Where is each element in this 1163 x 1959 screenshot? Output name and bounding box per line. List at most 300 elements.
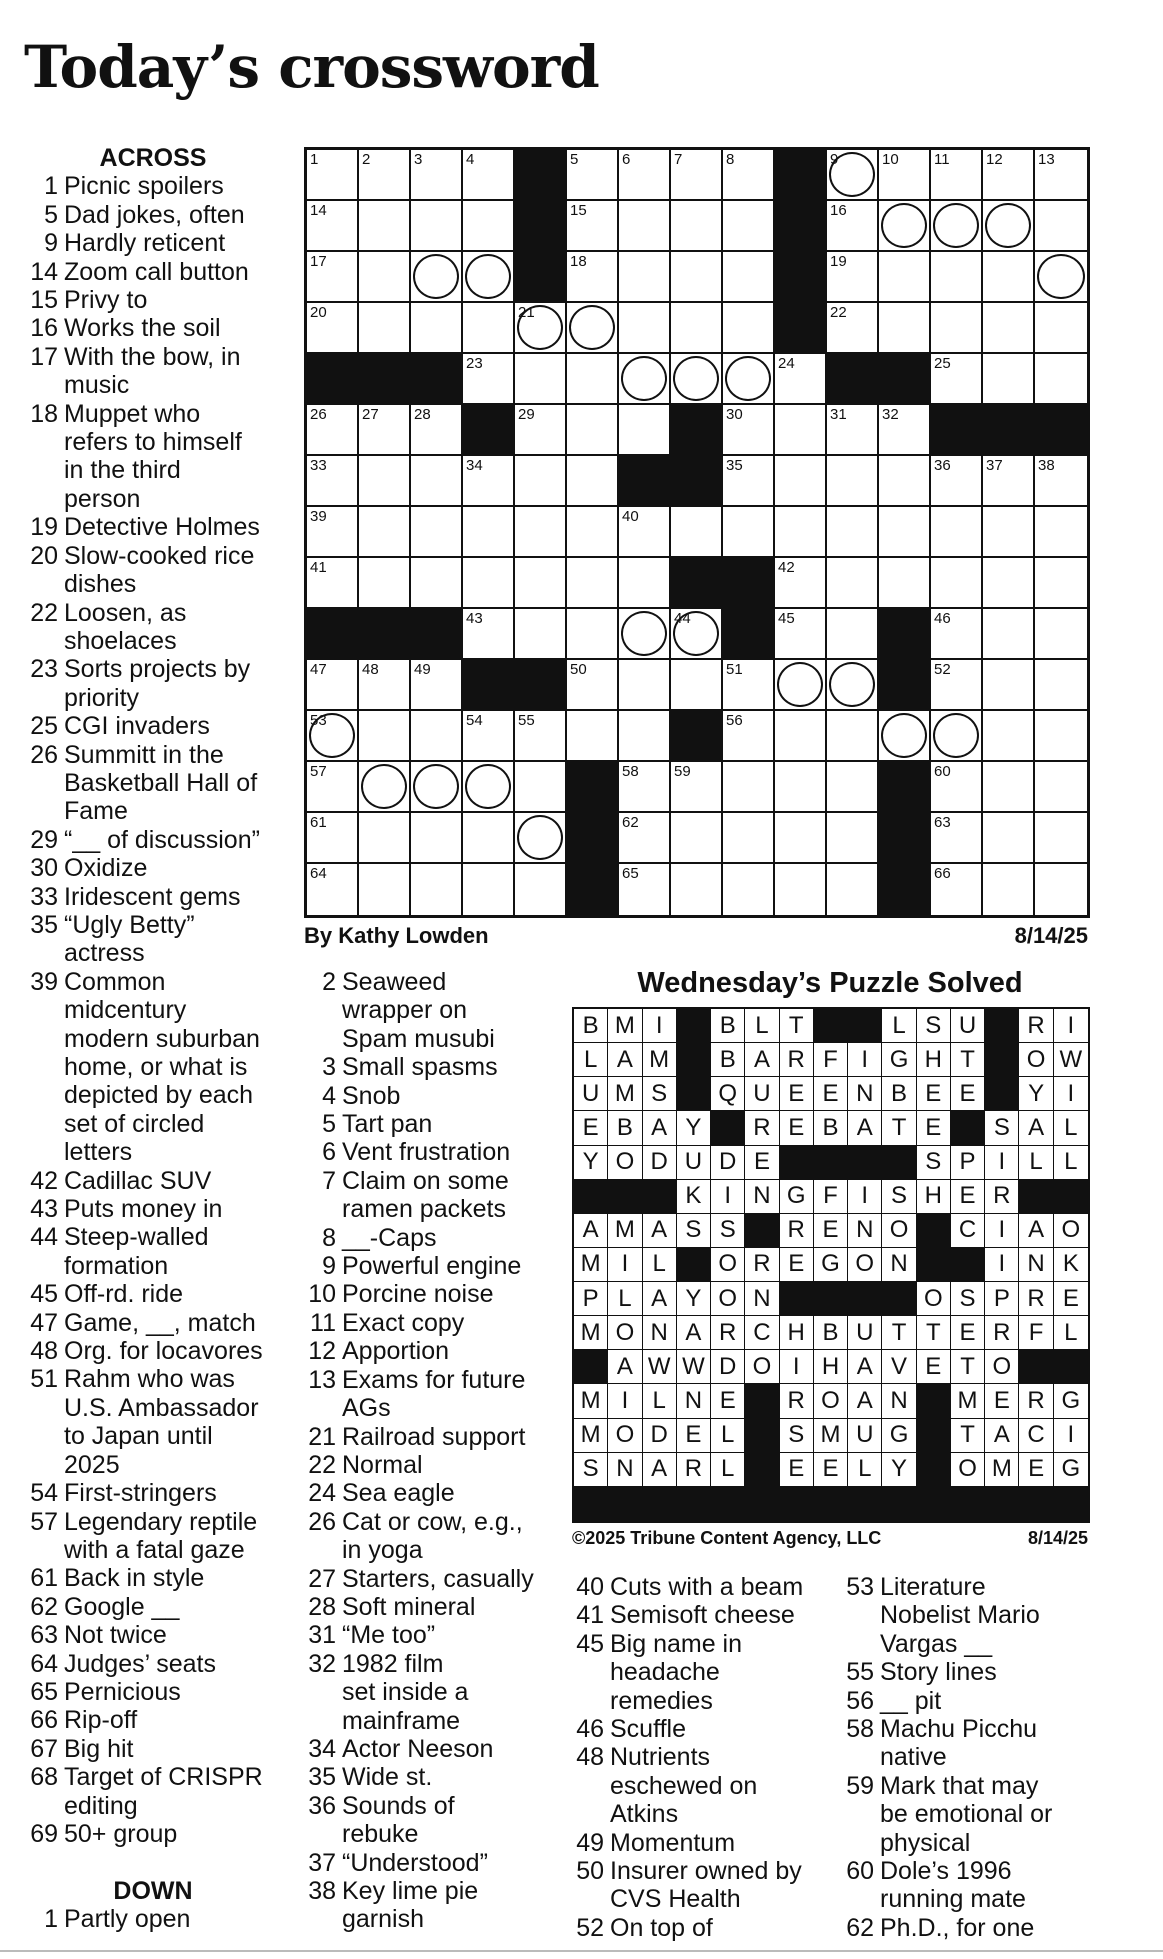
grid-cell[interactable] <box>931 609 983 660</box>
grid-cell[interactable] <box>723 762 775 813</box>
clue-number: 35 <box>30 910 58 939</box>
grid-cell[interactable] <box>827 660 879 711</box>
grid-cell[interactable] <box>567 354 619 405</box>
clue-text: Privy to <box>64 286 148 315</box>
grid-cell[interactable] <box>619 507 671 558</box>
grid-cell[interactable] <box>827 609 879 660</box>
grid-cell[interactable] <box>827 864 879 915</box>
grid-cell[interactable] <box>879 558 931 609</box>
clue-continuation <box>22 1451 284 1479</box>
grid-cell[interactable] <box>1035 354 1087 405</box>
grid-cell[interactable] <box>931 864 983 915</box>
grid-cell[interactable] <box>983 150 1035 201</box>
clue-text: Pernicious <box>64 1677 181 1706</box>
grid-cell[interactable] <box>463 711 515 762</box>
black-square <box>515 252 567 303</box>
grid-cell[interactable] <box>671 762 723 813</box>
grid-cell[interactable] <box>411 762 463 813</box>
clue-item <box>22 1593 284 1621</box>
grid-cell[interactable] <box>411 150 463 201</box>
solution-cell: T <box>951 1419 985 1453</box>
grid-cell[interactable] <box>463 201 515 252</box>
grid-cell[interactable] <box>359 864 411 915</box>
solution-black-square <box>745 1453 779 1487</box>
clue-item <box>22 655 284 683</box>
grid-cell[interactable] <box>411 864 463 915</box>
grid-cell[interactable] <box>463 762 515 813</box>
grid-cell[interactable] <box>931 711 983 762</box>
solution-cell: I <box>780 1350 814 1384</box>
grid-cell[interactable] <box>463 813 515 864</box>
grid-cell[interactable] <box>775 558 827 609</box>
grid-cell[interactable] <box>463 609 515 660</box>
grid-cell[interactable] <box>307 252 359 303</box>
clue-item <box>22 513 284 541</box>
grid-cell[interactable] <box>827 711 879 762</box>
solution-cell: U <box>745 1077 779 1111</box>
solution-cell: E <box>745 1146 779 1180</box>
grid-cell[interactable] <box>1035 456 1087 507</box>
grid-cell[interactable] <box>307 150 359 201</box>
grid-cell[interactable] <box>827 813 879 864</box>
clue-item <box>22 314 284 342</box>
clue-number: 41 <box>576 1601 604 1630</box>
grid-cell[interactable] <box>567 303 619 354</box>
clue-continuation <box>568 1772 830 1800</box>
grid-cell[interactable] <box>671 150 723 201</box>
solution-black-square <box>985 1009 1019 1043</box>
grid-cell[interactable] <box>463 150 515 201</box>
grid-cell[interactable] <box>619 762 671 813</box>
clue-item <box>22 343 284 371</box>
cell-number: 23 <box>466 355 483 372</box>
grid-cell[interactable] <box>723 864 775 915</box>
grid-cell[interactable] <box>515 864 567 915</box>
clue-number <box>300 1820 342 1848</box>
solution-cell: R <box>985 1316 1019 1350</box>
grid-cell[interactable] <box>619 303 671 354</box>
grid-cell[interactable] <box>723 711 775 762</box>
grid-cell[interactable] <box>723 405 775 456</box>
clue-number: 9 <box>44 229 58 258</box>
grid-cell[interactable] <box>359 762 411 813</box>
solution-black-square <box>951 1111 985 1145</box>
grid-cell[interactable] <box>567 252 619 303</box>
grid-cell[interactable] <box>463 354 515 405</box>
clue-text: Exact copy <box>342 1308 465 1337</box>
grid-cell[interactable] <box>983 660 1035 711</box>
grid-cell[interactable] <box>515 303 567 354</box>
grid-cell[interactable] <box>827 762 879 813</box>
solution-cell: T <box>917 1316 951 1350</box>
grid-cell[interactable] <box>359 507 411 558</box>
grid-cell[interactable] <box>723 303 775 354</box>
solution-cell: O <box>1054 1214 1088 1248</box>
clue-continuation <box>22 1138 284 1166</box>
grid-cell[interactable] <box>983 813 1035 864</box>
grid-cell[interactable] <box>307 813 359 864</box>
solution-black-square <box>917 1487 951 1521</box>
grid-cell[interactable] <box>827 252 879 303</box>
grid-cell[interactable] <box>931 558 983 609</box>
grid-cell[interactable] <box>359 150 411 201</box>
grid-cell[interactable] <box>359 558 411 609</box>
grid-cell[interactable] <box>671 507 723 558</box>
grid-cell[interactable] <box>1035 711 1087 762</box>
grid-cell[interactable] <box>1035 201 1087 252</box>
grid-cell[interactable] <box>359 405 411 456</box>
crossword-grid[interactable] <box>304 147 1090 918</box>
clue-text: Cadillac SUV <box>64 1166 212 1195</box>
grid-cell[interactable] <box>671 252 723 303</box>
grid-cell[interactable] <box>775 456 827 507</box>
grid-cell[interactable] <box>515 456 567 507</box>
grid-cell[interactable] <box>359 660 411 711</box>
black-square <box>359 354 411 405</box>
grid-cell[interactable] <box>931 660 983 711</box>
grid-cell[interactable] <box>619 813 671 864</box>
clue-text: Small spasms <box>342 1053 498 1082</box>
grid-cell[interactable] <box>879 201 931 252</box>
grid-cell[interactable] <box>619 252 671 303</box>
grid-cell[interactable] <box>619 558 671 609</box>
grid-cell[interactable] <box>775 762 827 813</box>
clue-number: 13 <box>308 1365 336 1394</box>
solution-cell: W <box>677 1350 711 1384</box>
solution-cell: L <box>643 1384 677 1418</box>
cell-number: 19 <box>830 253 847 270</box>
grid-cell[interactable] <box>879 507 931 558</box>
grid-cell[interactable] <box>567 456 619 507</box>
grid-cell[interactable] <box>1035 507 1087 558</box>
grid-cell[interactable] <box>307 762 359 813</box>
grid-cell[interactable] <box>411 507 463 558</box>
grid-cell[interactable] <box>879 150 931 201</box>
grid-cell[interactable] <box>723 660 775 711</box>
grid-cell[interactable] <box>515 762 567 813</box>
grid-cell[interactable] <box>671 201 723 252</box>
grid-cell[interactable] <box>723 201 775 252</box>
grid-cell[interactable] <box>931 813 983 864</box>
grid-cell[interactable] <box>619 405 671 456</box>
clue-item <box>300 1877 550 1905</box>
grid-cell[interactable] <box>1035 558 1087 609</box>
clue-number: 44 <box>30 1223 58 1252</box>
clue-text: Key lime pie <box>342 1877 479 1905</box>
grid-cell[interactable] <box>307 558 359 609</box>
solution-cell: S <box>917 1146 951 1180</box>
black-square <box>931 405 983 456</box>
clue-text: dishes <box>64 570 137 599</box>
grid-cell[interactable] <box>359 711 411 762</box>
cell-number: 57 <box>310 763 327 780</box>
clue-text: Normal <box>342 1450 423 1479</box>
clue-number: 18 <box>30 399 58 428</box>
clue-number: 20 <box>30 541 58 570</box>
clue-continuation <box>22 371 284 399</box>
grid-cell[interactable] <box>567 711 619 762</box>
grid-cell[interactable] <box>619 660 671 711</box>
grid-cell[interactable] <box>307 660 359 711</box>
grid-cell[interactable] <box>359 456 411 507</box>
grid-cell[interactable] <box>671 660 723 711</box>
grid-cell[interactable] <box>1035 303 1087 354</box>
grid-cell[interactable] <box>463 558 515 609</box>
grid-cell[interactable] <box>307 507 359 558</box>
cell-number: 66 <box>934 865 951 882</box>
grid-cell[interactable] <box>1035 762 1087 813</box>
copyright: ©2025 Tribune Content Agency, LLC <box>572 1528 882 1548</box>
grid-cell[interactable] <box>879 303 931 354</box>
clue-text: remedies <box>610 1686 713 1715</box>
solution-cell: L <box>848 1453 882 1487</box>
grid-cell[interactable] <box>827 201 879 252</box>
grid-cell[interactable] <box>463 864 515 915</box>
grid-cell[interactable] <box>983 354 1035 405</box>
clue-number: 36 <box>308 1791 336 1820</box>
grid-cell[interactable] <box>307 201 359 252</box>
grid-cell[interactable] <box>463 456 515 507</box>
clue-number <box>22 1053 64 1081</box>
cell-number: 33 <box>310 457 327 474</box>
grid-cell[interactable] <box>619 201 671 252</box>
solution-cell: Y <box>677 1282 711 1316</box>
grid-cell[interactable] <box>931 252 983 303</box>
grid-cell[interactable] <box>983 711 1035 762</box>
grid-cell[interactable] <box>723 456 775 507</box>
grid-cell[interactable] <box>983 558 1035 609</box>
clue-item <box>22 826 284 854</box>
clue-number: 10 <box>308 1280 336 1309</box>
clue-text: Fame <box>64 797 128 826</box>
solution-cell: H <box>917 1043 951 1077</box>
grid-cell[interactable] <box>671 354 723 405</box>
clue-text: Dole’s 1996 <box>880 1857 1012 1886</box>
circle-marker <box>1037 254 1085 299</box>
grid-cell[interactable] <box>567 150 619 201</box>
grid-cell[interactable] <box>671 864 723 915</box>
grid-cell[interactable] <box>411 405 463 456</box>
clue-number: 27 <box>308 1564 336 1593</box>
clue-item <box>22 1735 284 1763</box>
grid-cell[interactable] <box>931 456 983 507</box>
grid-cell[interactable] <box>307 711 359 762</box>
clue-number: 55 <box>846 1658 874 1687</box>
grid-cell[interactable] <box>879 456 931 507</box>
circle-marker <box>361 764 407 809</box>
grid-cell[interactable] <box>515 558 567 609</box>
grid-cell[interactable] <box>983 762 1035 813</box>
grid-cell[interactable] <box>411 813 463 864</box>
grid-cell[interactable] <box>931 201 983 252</box>
grid-cell[interactable] <box>983 303 1035 354</box>
grid-cell[interactable] <box>567 609 619 660</box>
clue-number: 68 <box>30 1763 58 1792</box>
clue-number: 49 <box>576 1828 604 1857</box>
grid-cell[interactable] <box>411 456 463 507</box>
grid-cell[interactable] <box>983 456 1035 507</box>
grid-cell[interactable] <box>567 660 619 711</box>
grid-cell[interactable] <box>723 813 775 864</box>
solution-cell: T <box>951 1350 985 1384</box>
grid-cell[interactable] <box>567 558 619 609</box>
grid-cell[interactable] <box>411 303 463 354</box>
grid-cell[interactable] <box>827 456 879 507</box>
clue-number: 1 <box>44 172 58 201</box>
solution-cell: D <box>643 1419 677 1453</box>
grid-cell[interactable] <box>931 303 983 354</box>
grid-cell[interactable] <box>983 609 1035 660</box>
grid-cell[interactable] <box>463 507 515 558</box>
clue-text: “Ugly Betty” <box>64 910 195 939</box>
grid-cell[interactable] <box>567 507 619 558</box>
grid-cell[interactable] <box>307 456 359 507</box>
byline: By Kathy Lowden <box>304 923 489 948</box>
grid-cell[interactable] <box>827 507 879 558</box>
grid-cell[interactable] <box>723 507 775 558</box>
grid-cell[interactable] <box>827 405 879 456</box>
grid-cell[interactable] <box>359 813 411 864</box>
cell-number: 38 <box>1038 457 1055 474</box>
clue-text: music <box>64 371 130 400</box>
solution-black-square <box>711 1487 745 1521</box>
grid-cell[interactable] <box>307 405 359 456</box>
grid-cell[interactable] <box>515 507 567 558</box>
grid-cell[interactable] <box>567 405 619 456</box>
grid-cell[interactable] <box>307 864 359 915</box>
clue-number: 1 <box>44 1905 58 1934</box>
cell-number: 42 <box>778 559 795 576</box>
grid-cell[interactable] <box>411 660 463 711</box>
grid-cell[interactable] <box>1035 864 1087 915</box>
clue-number <box>22 996 64 1024</box>
grid-cell[interactable] <box>723 252 775 303</box>
grid-cell[interactable] <box>775 405 827 456</box>
clue-text: Soft mineral <box>342 1592 476 1621</box>
solution-cell: A <box>985 1419 1019 1453</box>
grid-cell[interactable] <box>775 660 827 711</box>
clue-text: Railroad support <box>342 1422 526 1451</box>
grid-cell[interactable] <box>463 252 515 303</box>
cell-number: 45 <box>778 610 795 627</box>
black-square <box>775 303 827 354</box>
grid-cell[interactable] <box>1035 813 1087 864</box>
grid-cell[interactable] <box>983 864 1035 915</box>
grid-cell[interactable] <box>359 303 411 354</box>
grid-cell[interactable] <box>931 150 983 201</box>
clue-continuation <box>22 485 284 513</box>
page-title: Today’s crossword <box>24 33 599 101</box>
grid-cell[interactable] <box>1035 609 1087 660</box>
grid-cell[interactable] <box>307 303 359 354</box>
cell-number: 46 <box>934 610 951 627</box>
grid-cell[interactable] <box>775 609 827 660</box>
black-square <box>463 660 515 711</box>
grid-cell[interactable] <box>723 354 775 405</box>
solution-cell: A <box>643 1453 677 1487</box>
grid-cell[interactable] <box>931 354 983 405</box>
clue-number: 8 <box>322 1223 336 1252</box>
grid-cell[interactable] <box>619 150 671 201</box>
grid-cell[interactable] <box>671 609 723 660</box>
grid-cell[interactable] <box>619 354 671 405</box>
grid-cell[interactable] <box>359 201 411 252</box>
grid-cell[interactable] <box>1035 150 1087 201</box>
grid-cell[interactable] <box>775 354 827 405</box>
grid-cell[interactable] <box>775 711 827 762</box>
grid-cell[interactable] <box>411 252 463 303</box>
grid-cell[interactable] <box>827 150 879 201</box>
grid-cell[interactable] <box>775 864 827 915</box>
grid-cell[interactable] <box>1035 252 1087 303</box>
grid-cell[interactable] <box>879 405 931 456</box>
black-square <box>411 354 463 405</box>
grid-cell[interactable] <box>1035 660 1087 711</box>
grid-cell[interactable] <box>983 252 1035 303</box>
grid-cell[interactable] <box>931 762 983 813</box>
grid-cell[interactable] <box>567 201 619 252</box>
black-square <box>515 150 567 201</box>
clue-continuation <box>838 1800 1100 1828</box>
clue-continuation <box>838 1885 1100 1913</box>
clue-text: Dad jokes, often <box>64 200 245 229</box>
grid-cell[interactable] <box>827 303 879 354</box>
grid-cell[interactable] <box>411 201 463 252</box>
grid-cell[interactable] <box>775 813 827 864</box>
black-square <box>671 456 723 507</box>
solution-cell: F <box>814 1043 848 1077</box>
grid-cell[interactable] <box>671 303 723 354</box>
grid-cell[interactable] <box>515 813 567 864</box>
clue-item <box>838 1658 1100 1686</box>
cell-number: 13 <box>1038 151 1055 168</box>
grid-cell[interactable] <box>983 507 1035 558</box>
clue-text: Apportion <box>342 1337 450 1366</box>
grid-cell[interactable] <box>723 150 775 201</box>
cell-number: 52 <box>934 661 951 678</box>
grid-cell[interactable] <box>619 864 671 915</box>
clue-continuation <box>838 1829 1100 1857</box>
grid-cell[interactable] <box>827 558 879 609</box>
grid-cell[interactable] <box>515 711 567 762</box>
grid-cell[interactable] <box>775 507 827 558</box>
clue-continuation <box>22 1792 284 1820</box>
grid-cell[interactable] <box>463 303 515 354</box>
grid-cell[interactable] <box>931 507 983 558</box>
clue-item <box>838 1914 1100 1942</box>
grid-cell[interactable] <box>619 609 671 660</box>
grid-cell[interactable] <box>879 711 931 762</box>
clue-continuation <box>22 428 284 456</box>
grid-cell[interactable] <box>879 252 931 303</box>
grid-cell[interactable] <box>619 711 671 762</box>
grid-cell[interactable] <box>359 252 411 303</box>
solution-cell: I <box>1054 1077 1088 1111</box>
grid-cell[interactable] <box>515 609 567 660</box>
clue-number: 43 <box>30 1195 58 1224</box>
grid-cell[interactable] <box>411 558 463 609</box>
solution-cell: H <box>917 1180 951 1214</box>
grid-cell[interactable] <box>983 201 1035 252</box>
grid-cell[interactable] <box>411 711 463 762</box>
grid-cell[interactable] <box>671 813 723 864</box>
clue-item <box>22 1309 284 1337</box>
clue-item <box>22 1650 284 1678</box>
clue-item <box>838 1857 1100 1885</box>
grid-cell[interactable] <box>515 354 567 405</box>
grid-cell[interactable] <box>515 405 567 456</box>
solution-cell: N <box>677 1384 711 1418</box>
